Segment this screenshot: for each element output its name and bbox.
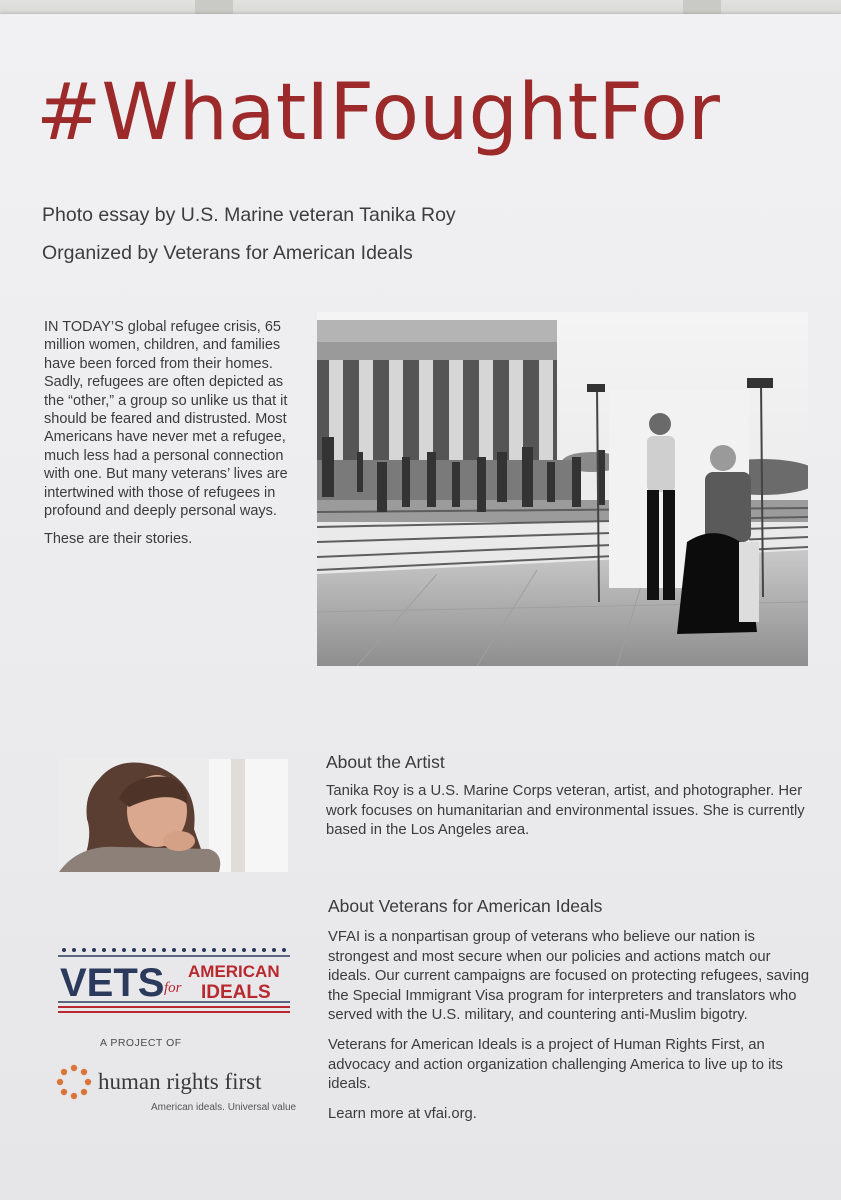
about-vfai-paragraph-2: Veterans for American Ideals is a project of Human Rights First, an advocacy and action organization challenging America to live up to its ideals.: [328, 1036, 783, 1093]
hrf-emblem-icon: [57, 1065, 91, 1099]
poster-subtitle-line-2: Organized by Veterans for American Ideals: [42, 242, 413, 264]
vets-for-word: for: [164, 980, 182, 996]
vets-logo-graphic: [58, 944, 290, 1016]
human-rights-first-logo: [56, 1062, 296, 1114]
artist-portrait-image: [59, 759, 288, 872]
poster-subtitle-line-1: Photo essay by U.S. Marine veteran Tanika Roy: [42, 204, 456, 226]
artist-portrait: [59, 759, 288, 872]
intro-paragraph: IN TODAY’S global refugee crisis, 65 million women, children, and families have been forced from their homes. Sadly, refugees are often depicted as the “other,” a group so unlike us that it should be feared and distrusted. Most Americans have never met a refugee, much less had a personal connection with one. But many veterans’ lives are intertwined with those of refugees in profound and deeply personal ways.: [44, 319, 288, 520]
intro-text-block: [44, 318, 294, 559]
vets-american-word: AMERICAN: [188, 962, 280, 981]
hrf-name: human rights first: [98, 1069, 262, 1094]
about-vfai-heading: About Veterans for American Ideals: [328, 896, 603, 916]
about-artist-body: [326, 782, 806, 851]
hrf-tagline: American ideals. Universal values.: [151, 1102, 296, 1113]
about-vfai-body: [328, 928, 816, 1134]
intro-closing: These are their stories.: [44, 531, 193, 548]
vets-ideals-word: IDEALS: [201, 982, 271, 1003]
exhibit-poster: [0, 14, 841, 1200]
about-artist-heading: About the Artist: [326, 752, 445, 772]
poster-title: #WhatIFoughtFor: [36, 68, 720, 158]
vets-for-american-ideals-logo: [58, 944, 290, 1016]
main-photo: [317, 312, 808, 666]
vets-word: VETS: [60, 961, 165, 1005]
lincoln-memorial-photo: [317, 312, 808, 666]
learn-more-text: Learn more at vfai.org.: [328, 1105, 477, 1122]
about-artist-paragraph: Tanika Roy is a U.S. Marine Corps veteran, artist, and photographer. Her work focuses on humanitarian and environmental issues. She is currently based in the Los Angeles area.: [326, 783, 805, 839]
project-of-label: A PROJECT OF: [100, 1037, 182, 1049]
about-vfai-paragraph-1: VFAI is a nonpartisan group of veterans who believe our nation is strongest and most secure when our policies and actions match our ideals. Our current campaigns are focused on protecting refugees, saving the Special Immigrant Visa program for interpreters and translators who served with the U.S. military, and countering anti-Muslim bigotry.: [328, 929, 810, 1024]
hrf-logo-graphic: [56, 1062, 296, 1114]
